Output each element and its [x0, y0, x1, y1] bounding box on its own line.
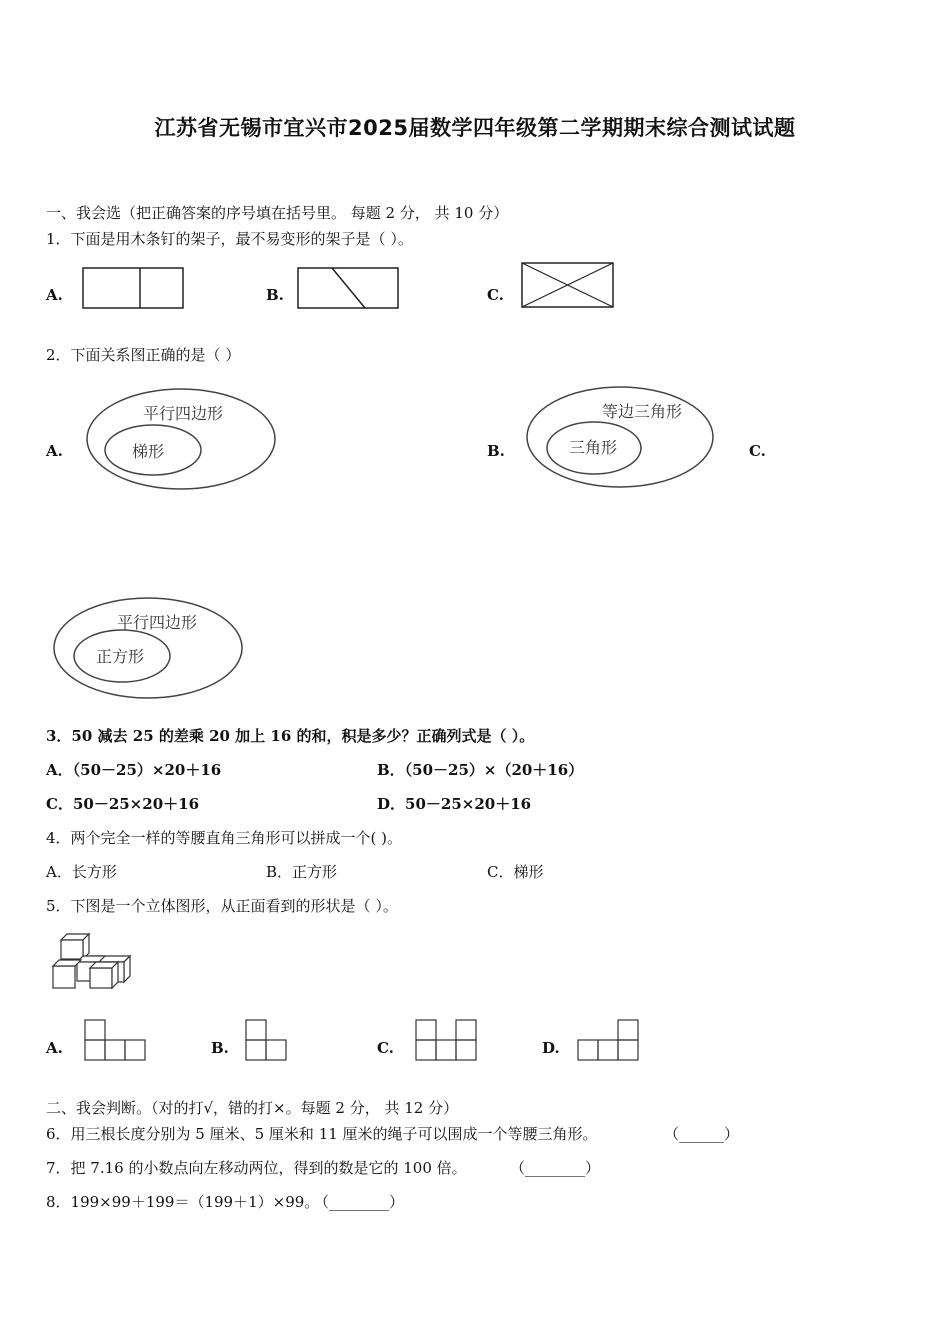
- q5-option-b-label[interactable]: B.: [211, 1039, 229, 1057]
- q5-text: 5．下图是一个立体图形，从正面看到的形状是（ ）。: [46, 897, 398, 915]
- q1-option-b-label[interactable]: B.: [266, 286, 284, 304]
- section1-heading: 一、我会选（把正确答案的序号填在括号里。 每题 2 分， 共 10 分）: [46, 204, 509, 222]
- q6-answer-blank[interactable]: （______）: [664, 1125, 740, 1143]
- q5-view-b: [245, 1018, 289, 1062]
- q2-diagram-a: [85, 388, 280, 493]
- q2-a-outer-label: 平行四边形: [142, 404, 224, 423]
- q5-option-d-label[interactable]: D.: [542, 1039, 560, 1057]
- q8-text: 8．199×99＋199＝（199＋1）×99。: [46, 1193, 320, 1211]
- q2-option-c-label[interactable]: C.: [749, 442, 766, 460]
- q3-option-d[interactable]: D．50－25×20＋16: [377, 795, 532, 813]
- q2-b-inner-label: 三角形: [568, 438, 618, 457]
- q3-text: 3．50 减去 25 的差乘 20 加上 16 的和，积是多少？正确列式是（ ）。: [46, 727, 535, 745]
- q2-diagram-b: [525, 386, 717, 491]
- q2-a-inner-label: 梯形: [131, 442, 165, 461]
- q1-frame-b: [297, 267, 399, 309]
- page-title: 江苏省无锡市宜兴市2025届数学四年级第二学期期末综合测试试题: [154, 116, 796, 140]
- q4-option-c[interactable]: C．梯形: [487, 863, 544, 881]
- q1-option-c-label[interactable]: C.: [487, 286, 504, 304]
- q3-option-b[interactable]: B．（50－25）×（20＋16）: [377, 761, 584, 779]
- q3-option-a[interactable]: A．（50－25）×20＋16: [46, 761, 222, 779]
- q3-option-c[interactable]: C．50－25×20＋16: [46, 795, 200, 813]
- q2-text: 2．下面关系图正确的是（ ）: [46, 346, 241, 364]
- q5-option-a-label[interactable]: A.: [46, 1039, 63, 1057]
- q2-option-a-label[interactable]: A.: [46, 442, 63, 460]
- q6-text: 6．用三根长度分别为 5 厘米、5 厘米和 11 厘米的绳子可以围成一个等腰三角形。: [46, 1125, 598, 1143]
- q2-c-outer-label: 平行四边形: [116, 613, 198, 632]
- q1-text: 1．下面是用木条钉的架子，最不易变形的架子是（ ）。: [46, 230, 413, 248]
- q2-option-b-label[interactable]: B.: [487, 442, 505, 460]
- q1-frame-c: [521, 262, 615, 308]
- q4-text: 4．两个完全一样的等腰直角三角形可以拼成一个( )。: [46, 829, 403, 847]
- q5-view-a: [84, 1018, 146, 1062]
- q5-view-d: [577, 1018, 641, 1062]
- q2-diagram-c: [52, 596, 246, 701]
- q2-b-outer-label: 等边三角形: [601, 402, 683, 421]
- q5-option-c-label[interactable]: C.: [377, 1039, 394, 1057]
- q5-view-c: [415, 1018, 479, 1062]
- q1-frame-a: [82, 267, 184, 309]
- q2-c-inner-label: 正方形: [95, 647, 145, 666]
- q4-option-b[interactable]: B．正方形: [266, 863, 338, 881]
- q8-answer-blank[interactable]: （________）: [314, 1193, 405, 1211]
- q4-option-a[interactable]: A．长方形: [46, 863, 117, 881]
- q5-solid-figure: [50, 932, 132, 990]
- section2-heading: 二、我会判断。（对的打√，错的打×。每题 2 分， 共 12 分）: [46, 1099, 459, 1117]
- q1-option-a-label[interactable]: A.: [46, 286, 63, 304]
- q7-text: 7．把 7.16 的小数点向左移动两位，得到的数是它的 100 倍。: [46, 1159, 467, 1177]
- q7-answer-blank[interactable]: （________）: [510, 1159, 601, 1177]
